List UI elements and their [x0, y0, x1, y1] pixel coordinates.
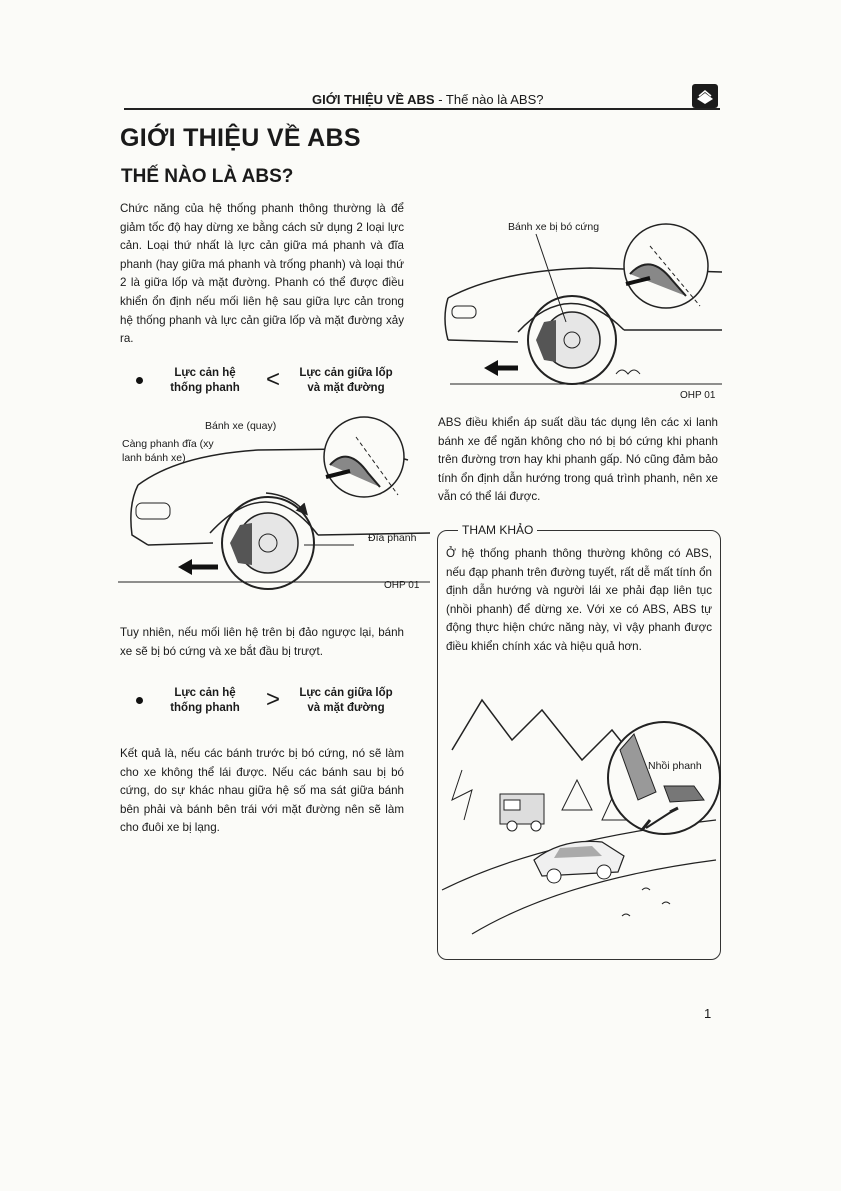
snow-road-drawing [442, 690, 716, 934]
page-number: 1 [704, 1006, 712, 1021]
abs-paragraph: ABS điều khiển áp suất dầu tác dụng lên các xi lanh bánh xe để ngăn không cho nó bị bó cứng khi phanh trên đường trơn hay khi phanh gấp. Nó cũng đảm bảo tính ổn định dẫn hướng trong quá trình phanh, nên xe vẫn có thể lái được. [438, 416, 718, 504]
result-paragraph: Kết quả là, nếu các bánh trước bị bó cứng, nó sẽ làm cho xe không thể lái được. Nếu các bánh sau bị bó cứng, do sự khác nhau giữa hệ số ma sát giữa bánh bên phải và bánh bên trái với mặt đường nên sẽ làm cho đuôi xe bị lạng. [120, 747, 404, 835]
reference-illustration [442, 690, 716, 934]
section-title: THẾ NÀO LÀ ABS? [121, 166, 294, 187]
figure-1-label-wheel: Bánh xe (quay) [205, 420, 277, 432]
book-icon [692, 84, 718, 108]
figure-2-code: OHP 01 [680, 390, 716, 401]
figure-2-label-locked: Bánh xe bị bó cứng [508, 221, 600, 233]
figure-1-label-caliper: Càng phanh đĩa (xy lanh bánh xe) [122, 438, 214, 464]
running-header-rest: - Thế nào là ABS? [434, 92, 544, 107]
header-rule [124, 108, 720, 110]
bullet [136, 377, 143, 384]
figure-1-label-disc: Đĩa phanh [368, 532, 417, 544]
middle-paragraph: Tuy nhiên, nếu mối liên hệ trên bị đảo ngược lại, bánh xe sẽ bị bó cứng và xe bắt đầu bị trượt. [120, 626, 404, 658]
reference-title: THAM KHẢO [458, 523, 537, 537]
figure-2-drawing [440, 218, 722, 398]
reference-image-label: Nhồi phanh [648, 760, 702, 772]
figure-1-code: OHP 01 [384, 580, 420, 591]
comparison-1-right: Lực cản giữa lốp và mặt đường [299, 367, 393, 394]
running-header-bold: GIỚI THIỆU VỀ ABS [312, 92, 435, 107]
comparison-1-left: Lực cản hệ thống phanh [170, 367, 240, 394]
page-title: GIỚI THIỆU VỀ ABS [120, 124, 361, 152]
comparison-1-sign: < [266, 366, 281, 393]
running-header [312, 92, 543, 107]
reference-text: Ở hệ thống phanh thông thường không có ABS, nếu đạp phanh trên đường tuyết, rất dễ mất tính ổn định dẫn hướng và người lái xe phải đạp liên tục (nhồi phanh) để dừng xe. Với xe có ABS, ABS tự động thực hiện chức năng này, vì vậy phanh được điều khiển chính xác và hiệu quả hơn. [446, 547, 712, 653]
comparison-2-right: Lực cản giữa lốp và mặt đường [299, 687, 393, 714]
comparison-2-left: Lực cản hệ thống phanh [170, 687, 240, 714]
comparison-2-sign: > [266, 686, 281, 713]
bullet [136, 697, 143, 704]
figure-2 [440, 218, 722, 398]
intro-paragraph: Chức năng của hệ thống phanh thông thường là để giảm tốc độ hay dừng xe bằng cách sử dụng 2 loại lực cản. Loại thứ nhất là lực cản giữa má phanh và đĩa phanh (hay giữa má phanh và trống phanh) và loại thứ 2 là giữa lốp và mặt đường. Phanh có thể được điều khiển ổn định nếu mối liên hệ sau giữa lực cản trong hệ thống phanh và lực cản giữa lốp và mặt đường xảy ra. [120, 202, 404, 346]
